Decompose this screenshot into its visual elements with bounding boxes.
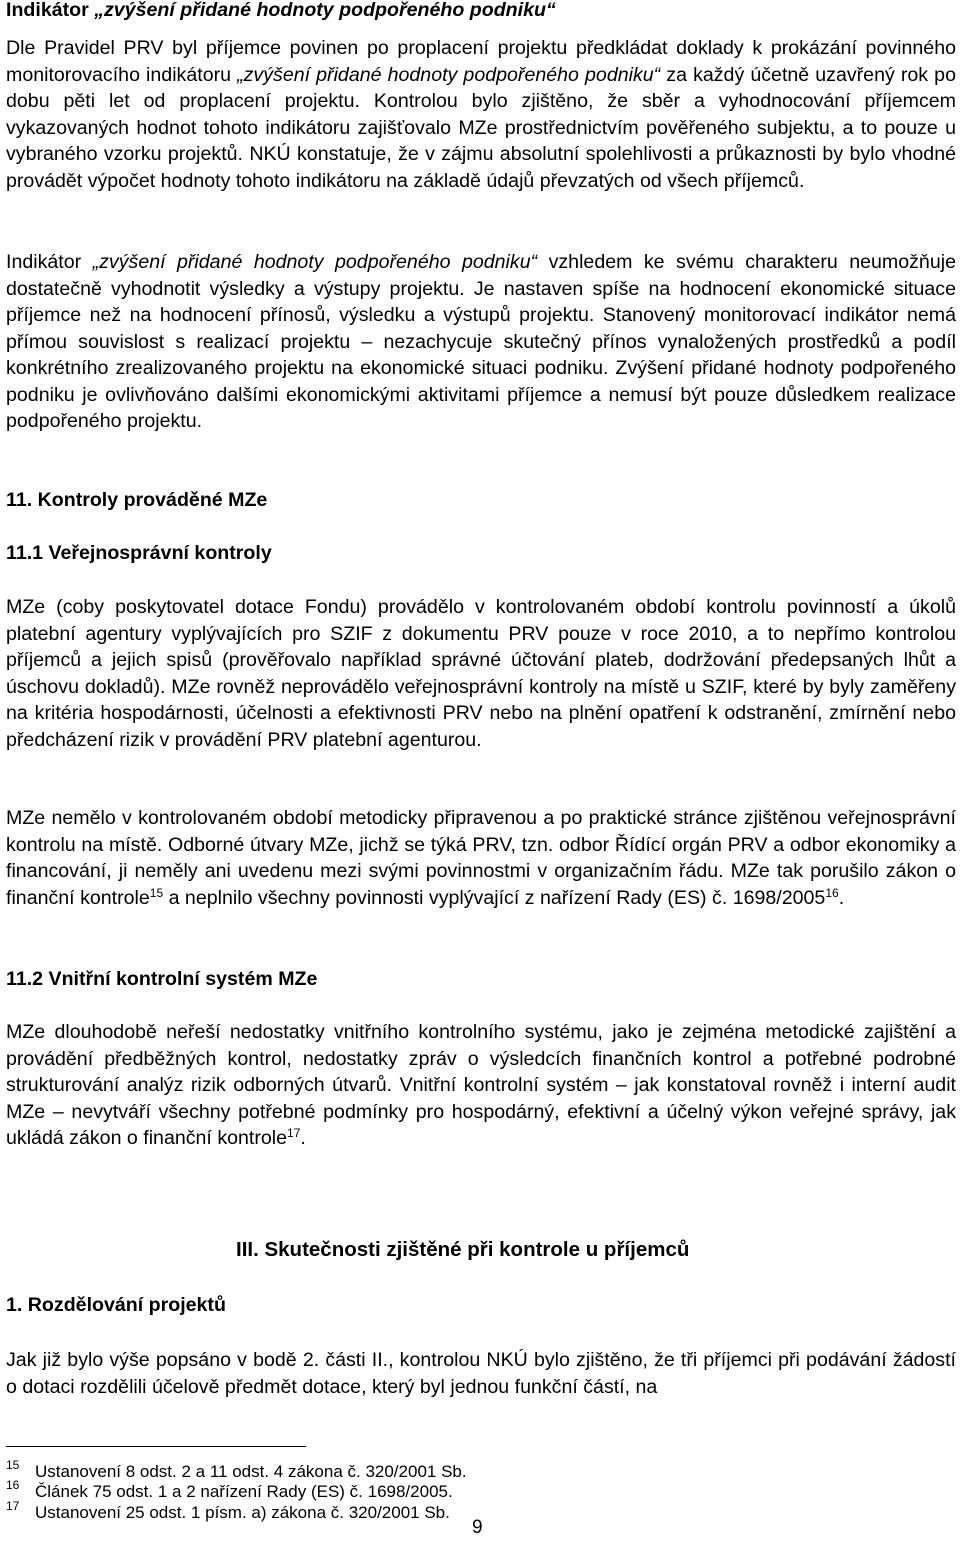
footnote-ref-16[interactable]: 16 bbox=[825, 885, 839, 900]
footnote-number: 15 bbox=[6, 1458, 20, 1472]
footnote-number: 16 bbox=[6, 1478, 20, 1492]
footnote-text: Článek 75 odst. 1 a 2 nařízení Rady (ES) č. 1698/2005. bbox=[35, 1482, 453, 1501]
text-span: Indikátor bbox=[6, 251, 93, 273]
indicator-heading-italic: „zvýšení přidané hodnoty podpořeného podniku“ bbox=[94, 0, 556, 21]
indicator-heading bbox=[6, 0, 956, 24]
text-span: MZe dlouhodobě neřeší nedostatky vnitřního kontrolního systému, jako je zejména metodické zajištění a provádění předběžných kontrol, nedostatky zpráv o výsledcích finančních kontrol a potřebné podrobné strukturování analýz rizik odborných útvarů. Vnitřní kontrolní systém – jak konstatoval rovněž i interní audit MZe – nevytváří všechny potřebné podmínky pro hospodárný, efektivní a účelný výkon veřejné správy, jak ukládá zákon o finanční kontrole bbox=[6, 1021, 956, 1149]
footnote-ref-17[interactable]: 17 bbox=[287, 1126, 301, 1140]
section-11-2-paragraph bbox=[6, 1019, 956, 1152]
text-italic: „zvýšení přidané hodnoty podpořeného podniku“ bbox=[237, 63, 661, 86]
section-11-heading: 11. Kontroly prováděné MZe bbox=[6, 489, 268, 511]
footnote-text: Ustanovení 25 odst. 1 písm. a) zákona č. 320/2001 Sb. bbox=[35, 1503, 450, 1522]
chapter-3-section-1-paragraph: Jak již bylo výše popsáno v bodě 2. části II., kontrolou NKÚ bylo zjištěno, že tři příjemci při podávání žádostí o dotaci rozdělili účelově předmět dotace, který byl jednou funkční částí, na bbox=[6, 1349, 956, 1398]
footnote-separator bbox=[6, 1446, 306, 1447]
section-11-1-paragraph-1: MZe (coby poskytovatel dotace Fondu) provádělo v kontrolovaném období kontrolu povinností a úkolů platební agentury vyplývajících pro SZIF z dokumentu PRV pouze v roce 2010, a to nepřímo kontrolou příjemců a jejich spisů (prověřovalo například správné účtování plateb, dodržování předepsaných lhůt a úschovu dokladů). MZe rovněž neprovádělo veřejnosprávní kontroly na místě u SZIF, které by byly zaměřeny na kritéria hospodárnosti, účelnosti a efektivnosti PRV nebo na plnění opatření k odstranění, zmírnění nebo předcházení rizik v provádění PRV platební agenturou. bbox=[6, 596, 956, 751]
section-11-1-heading: 11.1 Veřejnosprávní kontroly bbox=[6, 542, 272, 564]
text-span: a neplnilo všechny povinnosti vyplývající z nařízení Rady (ES) č. 1698/2005 bbox=[163, 886, 826, 909]
chapter-3-section-1-heading: 1. Rozdělování projektů bbox=[6, 1294, 226, 1316]
text-span: Dle Pravidel PRV byl příjemce povinen po proplacení projektu předkládat doklady k prokázání povinného monitorovacího indikátoru bbox=[6, 37, 956, 86]
text-span: za každý účetně uzavřený rok po dobu pěti let od proplacení projektu. Kontrolou bylo zjištěno, že sběr a vyhodnocování příjemcem vykazovaných hodnot tohoto indikátoru zajišťovalo MZe prostřednictvím pověřeného subjektu, a to pouze u vybraného vzorku projektů. NKÚ konstatuje, že v zájmu absolutní spolehlivosti a průkaznosti by bylo vhodné provádět výpočet hodnoty tohoto indikátoru na základě údajů převzatých od všech příjemců. bbox=[6, 63, 956, 192]
section-11-2-heading: 11.2 Vnitřní kontrolní systém MZe bbox=[6, 968, 318, 990]
text-span: MZe nemělo v kontrolovaném období metodicky připravenou a po praktické stránce zjištěnou veřejnosprávní kontrolu na místě. Odborné útvary MZe, jichž se týká PRV, tzn. odbor Řídící orgán PRV a odbor ekonomiky a financování, ji neměly ani uvedenu mezi svými povinnostmi v organizačním řádu. MZe tak porušilo zákon o finanční kontrole bbox=[6, 807, 956, 909]
indicator-heading-prefix: Indikátor bbox=[6, 0, 95, 21]
indicator-paragraph-2 bbox=[6, 249, 956, 435]
section-11-1-paragraph-2 bbox=[6, 805, 956, 911]
text-italic: „zvýšení přidané hodnoty podpořeného podniku“ bbox=[92, 251, 538, 273]
indicator-paragraph-1 bbox=[6, 35, 956, 194]
page-number: 9 bbox=[472, 1517, 483, 1538]
text-span: . bbox=[300, 1127, 306, 1149]
footnote-text: Ustanovení 8 odst. 2 a 11 odst. 4 zákona č. 320/2001 Sb. bbox=[35, 1462, 467, 1481]
text-span: . bbox=[838, 886, 845, 909]
chapter-3-heading: III. Skutečnosti zjištěné při kontrole u příjemců bbox=[236, 1238, 690, 1261]
footnote-number: 17 bbox=[6, 1499, 20, 1513]
footnote-ref-15[interactable]: 15 bbox=[149, 885, 164, 900]
text-span: vzhledem ke svému charakteru neumožňuje dostatečně vyhodnotit výsledky a výstupy projektu. Je nastaven spíše na hodnocení ekonomické situace příjemce než na hodnocení přínosů, výsledku a výstupů projektu. Stanovený monitorovací indikátor nemá přímou souvislost s realizací projektu – nezachycuje skutečný přínos vynaložených prostředků a podíl konkrétního zrealizovaného projektu na ekonomické situaci podniku. Zvýšení přidané hodnoty podpořeného podniku je ovlivňováno dalšími ekonomickými aktivitami příjemce a nemusí být pouze důsledkem realizace podpořeného projektu. bbox=[6, 251, 956, 432]
